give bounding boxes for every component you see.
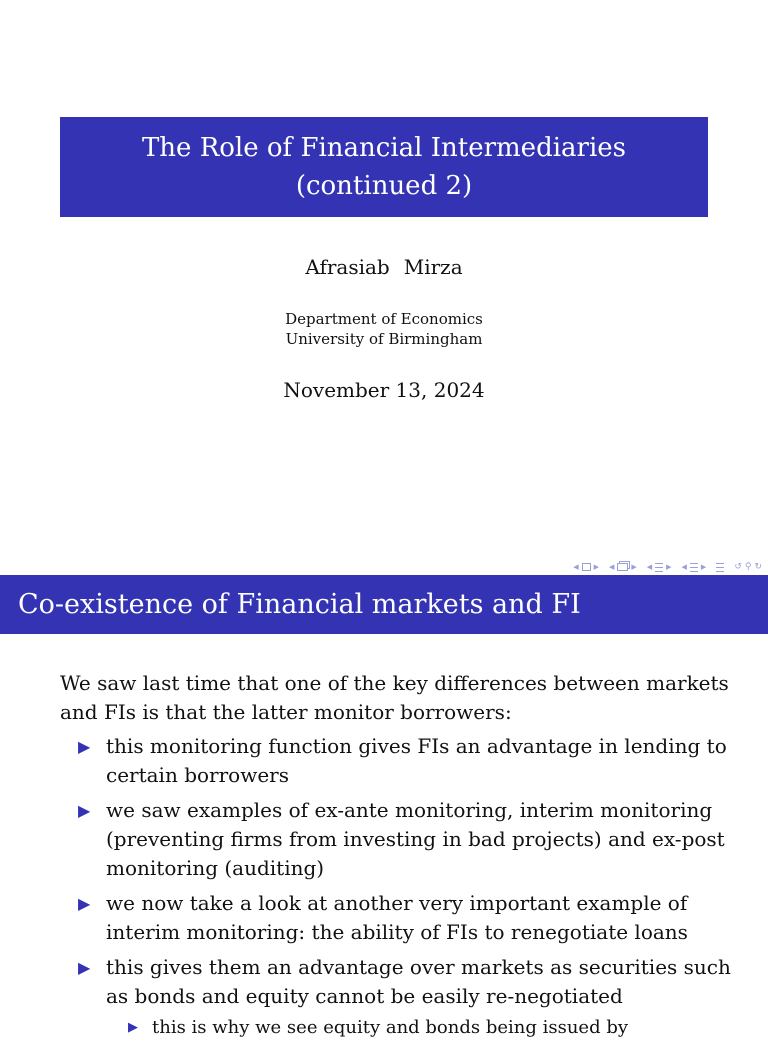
frame-title: Co-existence of Financial markets and FI	[0, 575, 768, 634]
author	[0, 255, 768, 279]
triangle-bullet-icon: ▶	[128, 1020, 138, 1035]
author-last-name: Mirza	[403, 255, 463, 279]
bullet-list	[60, 732, 740, 1041]
title-line-2: (continued 2)	[295, 171, 473, 201]
frame-nav-icon[interactable]: ◀ ▶	[573, 563, 599, 571]
author-first-name: Afrasiab	[305, 255, 390, 279]
section-nav-icon[interactable]: ◀ ▶	[646, 563, 672, 571]
department: Department of Economics	[285, 310, 483, 328]
sub-list-item: ▶ this is why we see equity and bonds being issued by	[106, 1015, 740, 1041]
title-box	[60, 117, 708, 217]
university: University of Birmingham	[285, 330, 483, 348]
institute	[0, 309, 768, 349]
subsection-nav-icon[interactable]: ◀ ▶	[608, 563, 637, 571]
sub-bullet-list	[106, 1015, 740, 1041]
list-item: ▶ this gives them an advantage over markets as securities such as bonds and equity cannot be easily re-negotiated ▶ this is why we see equity and bonds being issued by	[60, 953, 740, 1041]
list-item: ▶ this monitoring function gives FIs an advantage in lending to certain borrowers	[78, 734, 727, 787]
intro-text: We saw last time that one of the key differences between markets and FIs is that the latter monitor borrowers:	[60, 671, 729, 724]
search-nav-icon[interactable]: ↺ ⚲ ↻	[734, 562, 762, 572]
triangle-bullet-icon: ▶	[78, 737, 91, 756]
slide-body	[60, 669, 740, 1047]
list-item: ▶ we saw examples of ex-ante monitoring, interim monitoring (preventing firms from investing in bad projects) and ex-post monitoring (auditing)	[78, 798, 725, 880]
triangle-bullet-icon: ▶	[78, 801, 91, 820]
beamer-nav-bar	[573, 560, 762, 574]
subsubsection-nav-icon[interactable]: ◀ ▶	[681, 563, 707, 571]
triangle-bullet-icon: ▶	[78, 958, 91, 977]
content-slide	[0, 575, 768, 1038]
title-line-1: The Role of Financial Intermediaries	[141, 133, 627, 163]
triangle-bullet-icon: ▶	[78, 894, 91, 913]
appendix-nav-icon[interactable]	[716, 563, 724, 572]
list-item: ▶ we now take a look at another very important example of interim monitoring: the ability of FIs to renegotiate loans	[78, 891, 688, 944]
date: November 13, 2024	[283, 378, 485, 402]
